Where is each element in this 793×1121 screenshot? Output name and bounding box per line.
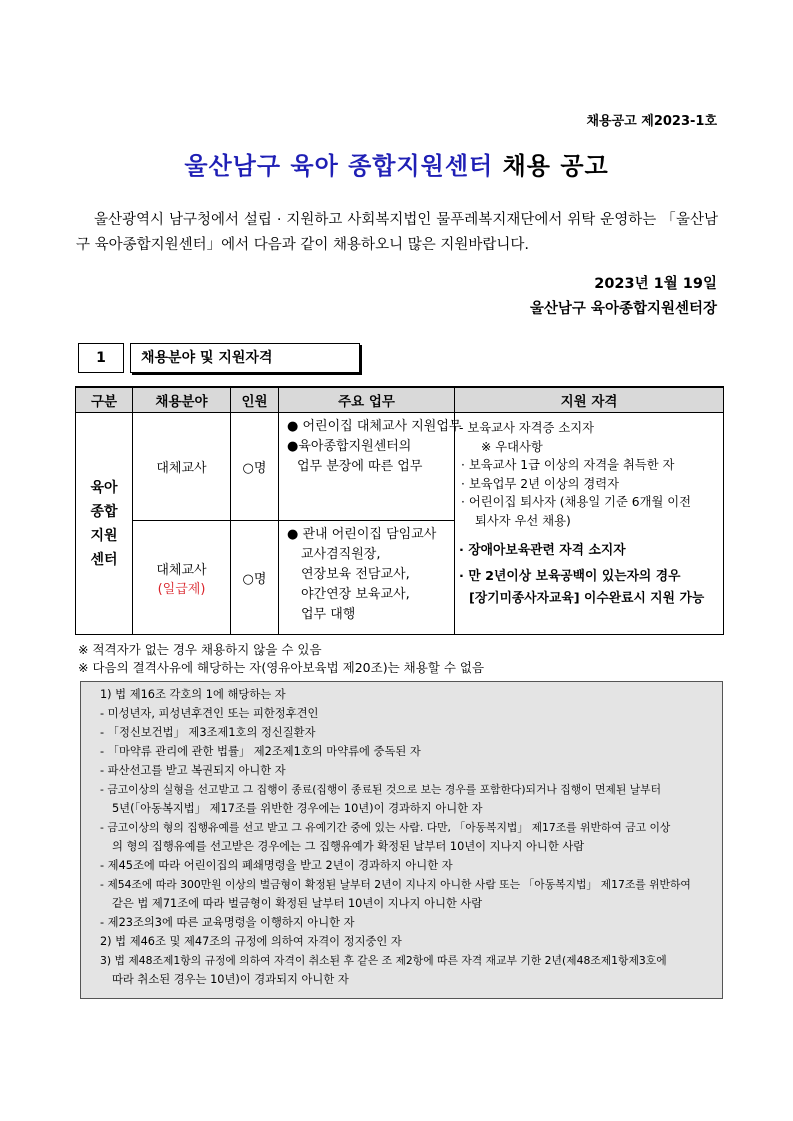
qualification-line: · 만 2년이상 보육공백이 있는자의 경우 [459,569,681,584]
category-line: 종합 [90,503,118,520]
disqualification-line: - 미성년자, 피성년후견인 또는 피한정후견인 [100,707,319,720]
duty-line: 업무 분장에 따른 업무 [297,459,423,474]
announcement-date: 2023년 1월 19일 [594,276,717,292]
table-row [76,413,724,521]
qualifications-cell [455,413,724,635]
category-cell [76,413,133,635]
field-name: 대체교사 [156,461,207,476]
qualification-line: [장기미종사자교육] 이수완료시 지원 가능 [469,591,705,606]
disqualification-line: - 제23조의3에 따른 교육명령을 이행하지 아니한 자 [100,916,355,929]
duty-line: 연장보육 전담교사, [301,567,410,582]
disqualification-line: - 금고이상의 실형을 선고받고 그 집행이 종료(집행이 종료된 것으로 보는 경우를 포함한다)되거나 집행이 면제된 날부터 [100,783,661,796]
signer: 울산남구 육아종합지원센터장 [529,301,717,317]
category-line: 센터 [90,551,118,568]
qualification-line: ※ 우대사항 [481,439,543,454]
disqualification-line: 따라 취소된 경우는 10년)이 경과되지 아니한 자 [112,973,349,986]
count-cell: ○명 [231,413,279,521]
qualification-line: · 장애아보육관련 자격 소지자 [459,543,626,558]
disqualification-line: 1) 법 제16조 각호의 1에 해당하는 자 [100,688,286,701]
qualification-line: · 보육업무 2년 이상의 경력자 [461,476,620,491]
qualification-line: · 보육교사 1급 이상의 자격을 취득한 자 [461,458,675,472]
disqualification-line: - 「정신보건법」 제3조제1호의 정신질환자 [100,726,316,739]
duty-line: ● 어린이집 대체교사 지원업무 [287,419,462,434]
intro-paragraph [76,208,718,258]
qualification-line: - 보육교사 자격증 소지자 [459,421,594,435]
intro-text: 울산광역시 남구청에서 설립 · 지원하고 사회복지법인 물푸레복지재단에서 위탁 운영하는 「울산남구 육아종합지원센터」에서 다음과 같이 채용하오니 많은 지원바랍니다. [76,212,718,253]
announcement-number: 채용공고 제2023-1호 [586,114,717,129]
duty-line: ● 관내 어린이집 담임교사 [287,527,437,542]
disqualification-line: - 제54조에 따라 300만원 이상의 벌금형이 확정된 날부터 2년이 지나지 아니한 사람 또는 「아동복지법」 제17조를 위반하여 [100,878,691,891]
disqualification-line: - 제45조에 따라 어린이집의 폐쇄명령을 받고 2년이 경과하지 아니한 자 [100,859,453,872]
count-cell: ○명 [231,521,279,635]
disqualification-line: 3) 법 제48조제1항의 규정에 의하여 자격이 취소된 후 같은 조 제2항에 따른 자격 재교부 기한 2년(제48조제1항제3호에 [100,954,667,967]
section-number: 1 [78,343,124,373]
duties-cell [279,413,462,521]
title-center-name: 울산남구 육아 종합지원센터 [184,152,494,180]
header-category: 구분 [76,387,133,413]
title-recruitment: 채용 공고 [502,152,609,180]
disqualification-line: 의 형의 집행유예를 선고받은 경우에는 그 집행유예가 확정된 날부터 10년이 지나지 아니한 사람 [112,840,585,853]
category-line: 육아 [90,479,118,496]
section-title: 채용분야 및 지원자격 [130,343,360,373]
disqualification-line: - 금고이상의 형의 집행유예를 선고 받고 그 유예기간 중에 있는 사람. 다만, 「아동복지법」 제17조를 위반하여 금고 이상 [100,821,671,834]
duties-cell [279,521,455,635]
header-qualifications: 지원 자격 [455,387,724,413]
page-title [0,146,793,181]
header-duties: 주요 업무 [279,387,455,413]
duty-line: 야간연장 보육교사, [301,587,410,602]
qualification-line: 퇴사자 우선 채용) [475,513,571,528]
header-count: 인원 [231,387,279,413]
disqualification-line: - 파산선고를 받고 복권되지 아니한 자 [100,764,286,777]
field-cell [133,413,231,521]
qualification-line: · 어린이집 퇴사자 (채용일 기준 6개월 이전 [461,495,692,509]
duty-line: ●육아종합지원센터의 [287,439,412,454]
disqualification-line: 5년(「아동복지법」 제17조를 위반한 경우에는 10년)이 경과하지 아니한 자 [112,802,483,815]
disqualification-line: 같은 법 제71조에 따라 벌금형이 확정된 날부터 10년이 지나지 아니한 사람 [112,897,483,910]
disqualification-line: - 「마약류 관리에 관한 법률」 제2조제1호의 마약류에 중독된 자 [100,745,421,758]
field-note: (일급제) [157,581,206,597]
field-cell [133,521,231,635]
duty-line: 업무 대행 [301,607,356,622]
recruitment-table [75,386,724,635]
note-line: ※ 적격자가 없는 경우 채용하지 않을 수 있음 [78,642,322,657]
field-name: 대체교사 [156,562,207,578]
header-field: 채용분야 [133,387,231,413]
table-header-row [76,387,724,413]
disqualification-line: 2) 법 제46조 및 제47조의 규정에 의하여 자격이 정지중인 자 [100,935,402,948]
category-line: 지원 [90,527,118,544]
duty-line: 교사겸직원장, [301,547,381,562]
note-line: ※ 다음의 결격사유에 해당하는 자(영유아보육법 제20조)는 채용할 수 없음 [78,660,485,675]
